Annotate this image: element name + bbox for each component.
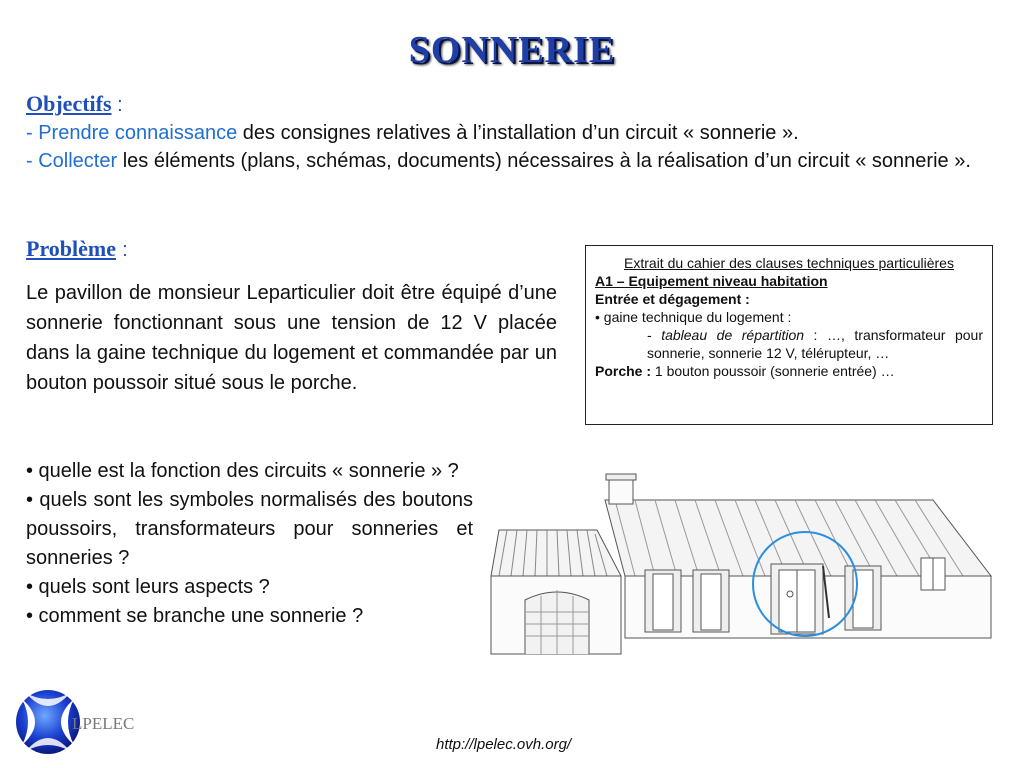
question-item: • quelle est la fonction des circuits « sonnerie » ? (26, 460, 459, 482)
probleme-text: Le pavillon de monsieur Leparticulier doit être équipé d’une sonnerie fonctionnant sous une tension de 12 V placée dans la gaine technique du logement et commandée par un bouton poussoir situé sous le porche. (26, 282, 557, 394)
probleme-heading: Problème (26, 236, 117, 261)
objectif-line-1 (26, 119, 1001, 147)
questions-list (26, 457, 473, 631)
cctp-section: A1 – Equipement niveau habitation (595, 273, 828, 289)
cctp-title: Extrait du cahier des clauses techniques particulières (624, 255, 954, 271)
cctp-extract-box (585, 245, 993, 425)
question-item: • comment se branche une sonnerie ? (26, 605, 364, 627)
cctp-porche (595, 362, 983, 380)
objectif-line-2 (26, 147, 1001, 175)
objectif-1-text: des consignes relatives à l’installation d’un circuit « sonnerie ». (237, 122, 799, 144)
cctp-porche-label: Porche : (595, 363, 652, 379)
cctp-item-italic: tableau de répartition (661, 327, 805, 343)
lpelec-logo (14, 685, 135, 759)
objectif-2-text: les éléments (plans, schémas, documents) nécessaires à la réalisation d’un circuit « sonnerie ». (117, 150, 971, 172)
objectifs-colon: : (117, 94, 123, 116)
logo-text: LPELEC (72, 714, 135, 733)
cctp-item (595, 326, 983, 362)
slide-title: SONNERIE (408, 29, 616, 71)
cctp-porche-text: 1 bouton poussoir (sonnerie entrée) … (651, 363, 895, 379)
cctp-subsection: Entrée et dégagement : (595, 291, 750, 307)
cctp-dash: - (647, 327, 662, 343)
objectifs-section (26, 90, 1001, 175)
question-item: • quels sont les symboles normalisés des boutons poussoirs, transformateurs pour sonneries et sonneries ? (26, 489, 473, 569)
objectif-2-strong: - Collecter (26, 150, 118, 172)
probleme-colon: : (122, 239, 128, 261)
probleme-heading-row (26, 236, 128, 262)
house-illustration (485, 468, 1005, 663)
objectif-1-strong: - Prendre connaissance (26, 122, 238, 144)
objectifs-heading: Objectifs (26, 91, 112, 116)
cctp-bullet: • gaine technique du logement : (595, 309, 792, 325)
footer-url[interactable]: http://lpelec.ovh.org/ (436, 736, 572, 753)
question-item: • quels sont leurs aspects ? (26, 576, 270, 598)
cctp-item-text: : …, transformateur pour sonnerie, sonnerie 12 V, télérupteur, … (647, 327, 983, 361)
